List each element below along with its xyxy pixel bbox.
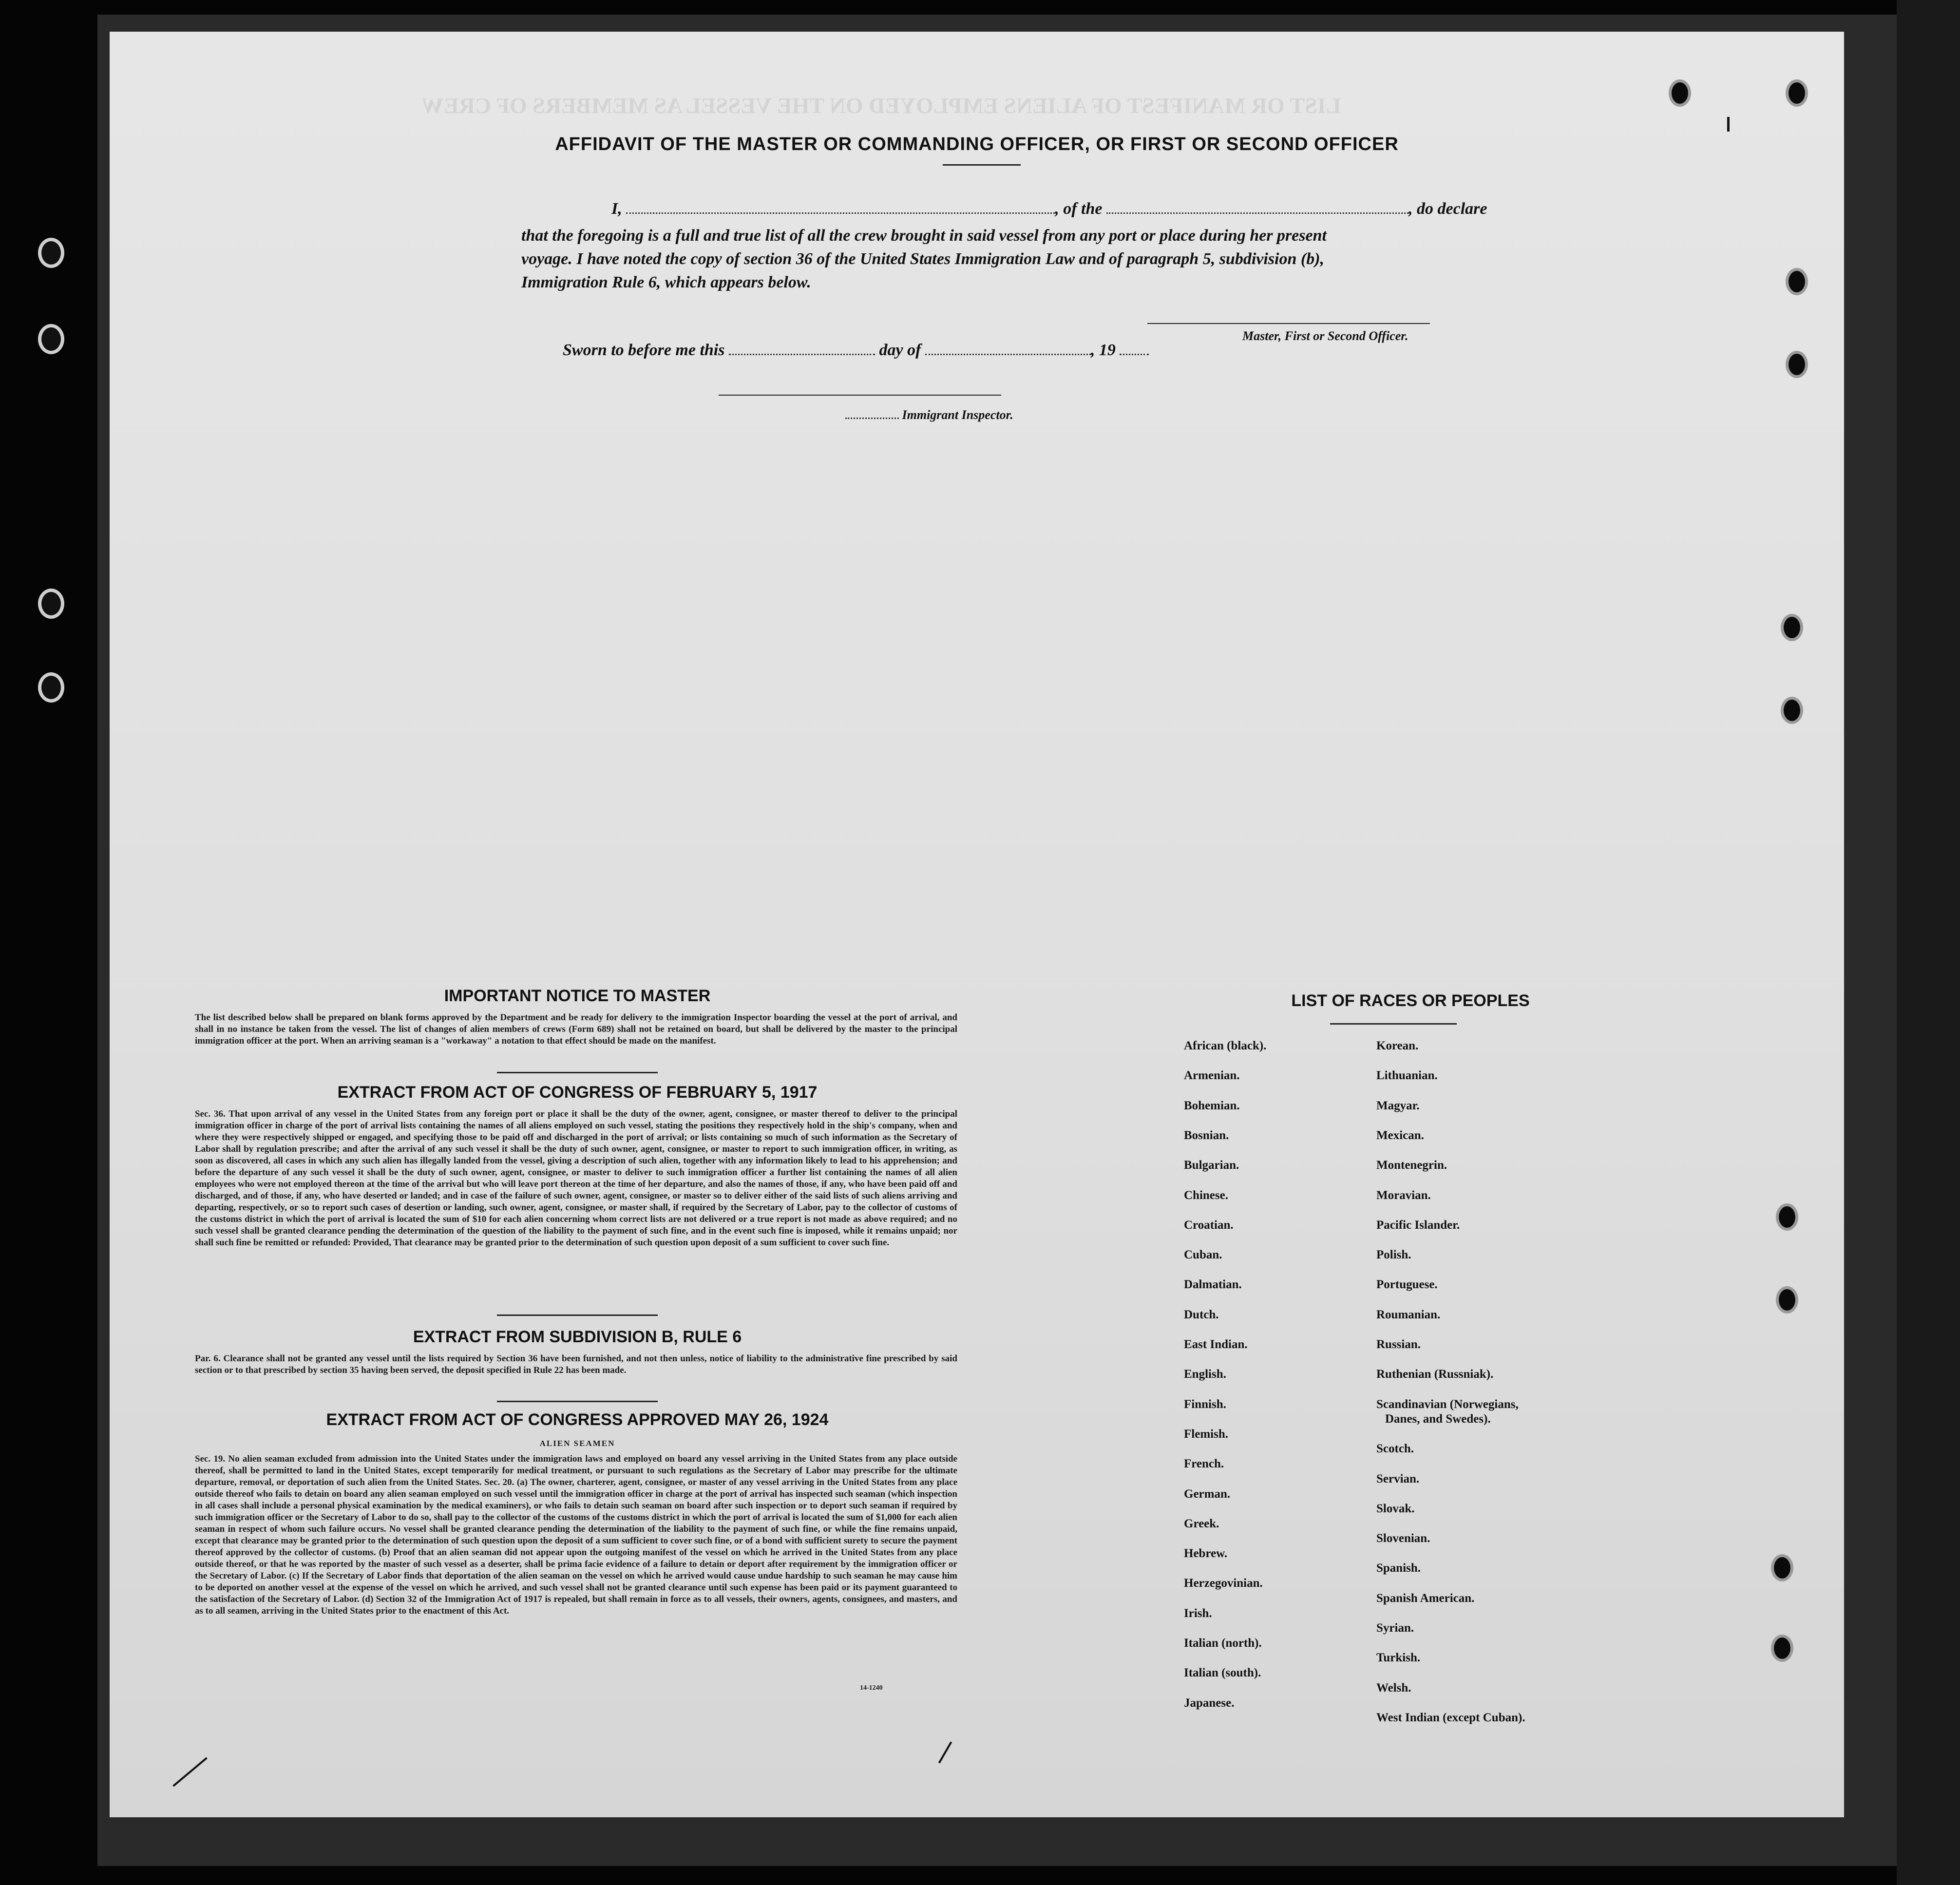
binder-hole — [1786, 79, 1808, 107]
race-item: Ruthenian (Russniak). — [1376, 1368, 1494, 1381]
section-rule — [497, 1072, 658, 1073]
race-item: Spanish. — [1376, 1561, 1421, 1575]
affidavit-line-2: that the foregoing is a full and true list of all the crew brought in said vessel from any port or place during her present — [521, 227, 1327, 245]
race-item: Magyar. — [1376, 1099, 1420, 1112]
sworn-month-field[interactable] — [925, 354, 1091, 355]
affidavit-line-3: voyage. I have noted the copy of section 36 of the United States Immigration Law and of paragraph 5, subdivision (b), — [521, 250, 1325, 268]
day-of-label: day of — [879, 341, 921, 359]
sworn-label: Sworn to before me this — [563, 341, 725, 359]
binder-hole — [1786, 268, 1808, 295]
binder-hole — [38, 589, 64, 619]
inspector-line — [845, 408, 1013, 422]
binder-hole — [1776, 1286, 1798, 1314]
race-item: Welsh. — [1376, 1681, 1411, 1695]
extract-1917-title: EXTRACT FROM ACT OF CONGRESS OF FEBRUARY 5, 1917 — [337, 1083, 818, 1102]
race-item: Flemish. — [1184, 1427, 1228, 1441]
extract-rule6-text: Par. 6. Clearance shall not be granted any vessel until the lists required by Section 36 have been furnished, and not then unless, notice of liability to the administrative fine prescribed by said section or to that prescribed by section 35 having been served, the deposit specified in Rule 22 has been made. — [195, 1353, 957, 1375]
race-item: Moravian. — [1376, 1188, 1431, 1202]
race-item: Russian. — [1376, 1338, 1421, 1351]
of-the-label: , of the — [1055, 200, 1103, 218]
affidavit-title: AFFIDAVIT OF THE MASTER OR COMMANDING OFFICER, OR FIRST OR SECOND OFFICER — [555, 134, 1399, 154]
race-item: Montenegrin. — [1376, 1159, 1447, 1172]
race-item: Mexican. — [1376, 1128, 1424, 1142]
sworn-day-field[interactable] — [729, 354, 875, 355]
i-label: I, — [611, 200, 622, 218]
race-item: German. — [1184, 1487, 1231, 1501]
race-item: Roumanian. — [1376, 1308, 1441, 1321]
title-rule — [943, 164, 1021, 166]
race-item: Italian (south). — [1184, 1666, 1261, 1680]
race-item: Portuguese. — [1376, 1278, 1438, 1292]
race-item: Bulgarian. — [1184, 1159, 1239, 1172]
extract-rule6-title: EXTRACT FROM SUBDIVISION B, RULE 6 — [413, 1328, 742, 1346]
race-item: Bohemian. — [1184, 1099, 1240, 1112]
section-rule — [497, 1401, 658, 1402]
declaration-line — [611, 200, 1487, 218]
binder-hole — [1771, 1635, 1793, 1662]
vessel-field[interactable] — [1106, 212, 1408, 214]
binder-hole — [38, 324, 64, 354]
form-number: 14-1240 — [860, 1684, 883, 1692]
races-rule — [1330, 1023, 1457, 1025]
inspector-signature-line — [719, 395, 1001, 396]
binder-hole — [1776, 1203, 1798, 1231]
binder-hole — [38, 238, 64, 268]
scan-mark — [938, 1741, 952, 1763]
section-rule — [497, 1314, 658, 1316]
race-item: Pacific Islander. — [1376, 1218, 1460, 1232]
race-item: Greek. — [1184, 1517, 1219, 1530]
binder-hole — [1786, 351, 1808, 378]
race-item: West Indian (except Cuban). — [1376, 1711, 1525, 1724]
race-item: East Indian. — [1184, 1338, 1248, 1351]
race-item: Slovenian. — [1376, 1532, 1430, 1545]
scan-mark — [172, 1757, 208, 1787]
race-item: Danes, and Swedes). — [1385, 1412, 1491, 1426]
race-item: Dalmatian. — [1184, 1278, 1242, 1292]
manifest-page — [110, 32, 1844, 1817]
binder-edge — [1897, 0, 1960, 1885]
race-item: Polish. — [1376, 1248, 1411, 1262]
binder-hole — [38, 672, 64, 703]
race-item: African (black). — [1184, 1039, 1267, 1052]
race-item: Scotch. — [1376, 1442, 1414, 1456]
race-item: Croatian. — [1184, 1218, 1234, 1232]
race-item: Spanish American. — [1376, 1591, 1475, 1605]
race-item: Cuban. — [1184, 1248, 1222, 1262]
sworn-year-field[interactable] — [1120, 354, 1149, 355]
notice-title: IMPORTANT NOTICE TO MASTER — [444, 987, 711, 1005]
name-field[interactable] — [626, 212, 1055, 214]
extract-1924-subtitle: ALIEN SEAMEN — [539, 1439, 615, 1448]
race-item: French. — [1184, 1457, 1224, 1471]
race-item: Japanese. — [1184, 1696, 1235, 1710]
year-label: , 19 — [1090, 341, 1116, 359]
race-item: Irish. — [1184, 1606, 1212, 1620]
race-item: Servian. — [1376, 1472, 1420, 1485]
race-item: Scandinavian (Norwegians, — [1376, 1397, 1519, 1411]
inspector-label: Immigrant Inspector. — [902, 408, 1013, 422]
race-item: Herzegovinian. — [1184, 1577, 1263, 1590]
notice-text: The list described below shall be prepared on blank forms approved by the Department and be ready for delivery to the immigration Inspector boarding the vessel at the port of arrival, and shall in no instance be taken from the vessel. The list of changes of alien members of crews (Form 689) shall not be retained on board, but shall be delivered by the master to the principal immigration officer at the port. When an arriving seaman is a "workaway" a notation to that effect should be made on the manifest. — [195, 1012, 957, 1046]
do-declare-label: , do declare — [1408, 200, 1487, 218]
race-item: English. — [1184, 1368, 1226, 1381]
race-item: Finnish. — [1184, 1397, 1226, 1411]
race-item: Slovak. — [1376, 1502, 1415, 1515]
sworn-line — [563, 341, 1149, 360]
race-item: Korean. — [1376, 1039, 1419, 1052]
extract-1917-text: Sec. 36. That upon arrival of any vessel in the United States from any foreign port or place it shall be the duty of the owner, agent, consignee, or master thereof to deliver to the principal immigration officer in charge of the port of arrival lists containing the names of all aliens employed on such vessel, stating the positions they respectively hold in the ship's company, when and where they were respectively shipped or engaged, and specifying those to be paid off and discharged in the port of arrival; or lists containing so much of such information as the Secretary of Labor shall by regulation prescribe; and after the arrival of any such vessel it shall be the duty of such owner, agent, consignee, or master to report to such immigration officer, in writing, as soon as discovered, all cases in which any such alien has illegally landed from the vessel, giving a description of such alien, together with any information likely to lead to his apprehension; and before the departure of any such vessel it shall be the duty of such owner, agent, consignee, or master to deliver to such immigration officer a further list containing the names of all alien employees who were not employed thereon at the time of the arrival but who will leave port thereon at the time of her departure, and also the names of those, if any, who have been paid off and discharged, and of those, if any, who have deserted or landed; and in case of the failure of such owner, agent, consignee, or master so to deliver either of the said lists of such aliens arriving and departing, respectively, or so to report such cases of desertion or landing, such owner, agent, consignee, or master shall, if required by the Secretary of Labor, pay to the collector of customs of the customs district in which the port of arrival is located the sum of $10 for each alien concerning whom correct lists are not delivered or a true report is not made as above required; and no such vessel shall be granted clearance pending the determination of the question of the liability to the payment of such fine, and in the event such fine is imposed, while it remains unpaid; nor shall such fine be remitted or refunded: Provided, That clearance may be granted prior to the determination of such question upon deposit of a sum sufficient to cover such fine. — [195, 1109, 957, 1248]
race-item: Chinese. — [1184, 1188, 1228, 1202]
master-label: Master, First or Second Officer. — [1242, 329, 1408, 343]
scan-mark — [1727, 117, 1730, 132]
binder-hole — [1669, 79, 1691, 107]
extract-1924-title: EXTRACT FROM ACT OF CONGRESS APPROVED MAY 26, 1924 — [326, 1410, 829, 1429]
race-item: Lithuanian. — [1376, 1069, 1438, 1083]
bleed-through-text: LIST OR MANIFEST OF ALIENS EMPLOYED ON THE VESSEL AS MEMBERS OF CREW — [421, 93, 1341, 118]
race-item: Syrian. — [1376, 1621, 1414, 1635]
race-item: Bosnian. — [1184, 1128, 1229, 1142]
master-signature-line — [1147, 323, 1430, 324]
extract-1924-text: Sec. 19. No alien seaman excluded from admission into the United States under the immigration laws and employed on board any vessel arriving in the United States from any place outside thereof, shall be permitted to land in the United States, except temporarily for medical treatment, or pursuant to such regulations as the Secretary of Labor may prescribe for the ultimate departure, removal, or deportation of such alien from the United States. Sec. 20. (a) The owner, charterer, agent, consignee, or master of any vessel arriving in the United States from any place outside thereof who fails to detain on board any alien seaman employed on such vessel until the immigration officer in charge at the port of arrival has inspected such seaman (which inspection in all cases shall include a personal physical examination by the medical examiners), or who fails to detain such seaman on board after such inspection or to deport such seaman if required by such immigration officer or the Secretary of Labor to do so, shall pay to the collector of the customs of the customs district in which the port of arrival is located the sum of $1,000 for each alien seaman in respect of whom such failure occurs. No vessel shall be granted clearance pending the determination of the liability to the payment of such fine, or while the fine remains unpaid, except that clearance may be granted prior to the determination of such question upon the deposit of a sum sufficient to cover such fine, or of a bond with sufficient surety to secure the payment thereof approved by the collector of customs. (b) Proof that an alien seaman did not appear upon the outgoing manifest of the vessel on which he arrived in the United States from any place outside thereof, or that he was reported by the master of such vessel as a deserter, shall be prima facie evidence of a failure to detain or deport after requirement by the immigration officer or the Secretary of Labor. (c) If the Secretary of Labor finds that deportation of the alien seaman on the vessel on which he arrived would cause undue hardship to such seaman he may cause him to be deported on another vessel at the expense of the vessel on which he arrived, and such vessel shall not be granted clearance until such expense has been paid or its payment guaranteed to the satisfaction of the Secretary of Labor. (d) Section 32 of the Immigration Act of 1917 is repealed, but shall remain in force as to all vessels, their owners, agents, consignees, and masters, and as to all seamen, arriving in the United States prior to the enactment of this Act. — [195, 1454, 957, 1616]
race-item: Turkish. — [1376, 1651, 1421, 1665]
race-item: Italian (north). — [1184, 1637, 1262, 1650]
race-item: Dutch. — [1184, 1308, 1219, 1321]
binder-hole — [1781, 697, 1803, 724]
race-item: Armenian. — [1184, 1069, 1240, 1083]
binder-hole — [1771, 1554, 1793, 1581]
affidavit-line-4: Immigration Rule 6, which appears below. — [521, 273, 811, 291]
race-item: Hebrew. — [1184, 1547, 1228, 1561]
races-title: LIST OF RACES OR PEOPLES — [1291, 991, 1530, 1010]
binder-hole — [1781, 614, 1803, 641]
